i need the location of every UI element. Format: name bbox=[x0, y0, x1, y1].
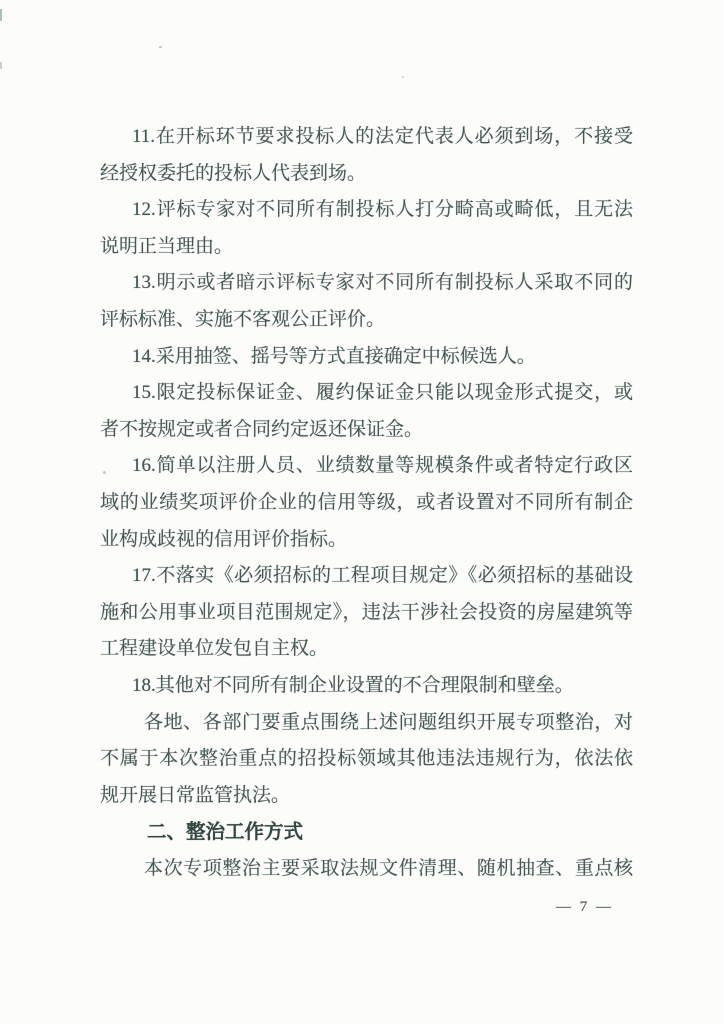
text-line: 16.简单以注册人员、业绩数量等规模条件或者特定行政区 bbox=[132, 455, 633, 477]
scan-speck bbox=[402, 76, 404, 78]
scan-speck bbox=[159, 46, 162, 48]
item-13 bbox=[100, 265, 633, 338]
text-line: 14.采用抽签、摇号等方式直接确定中标候选人。 bbox=[132, 345, 536, 367]
section-opening-sentence bbox=[100, 851, 633, 888]
text-line: 业构成歧视的信用评价指标。 bbox=[100, 528, 348, 550]
text-line: 域的业绩奖项评价企业的信用等级，或者设置对不同所有制企 bbox=[100, 491, 633, 513]
text-line: 不属于本次整治重点的招投标领域其他违法违规行为，依法依 bbox=[100, 748, 633, 770]
text-line: 说明正当理由。 bbox=[100, 235, 234, 257]
text-line: 规开展日常监管执法。 bbox=[100, 784, 291, 806]
section-heading bbox=[100, 814, 633, 851]
closing-paragraph bbox=[100, 705, 633, 815]
text-line: 各地、各部门要重点围绕上述问题组织开展专项整治，对 bbox=[144, 711, 633, 733]
text-line: 施和公用事业项目范围规定》，违法干涉社会投资的房屋建筑等 bbox=[100, 601, 633, 623]
item-15 bbox=[100, 375, 633, 448]
document-body bbox=[100, 119, 633, 887]
item-14 bbox=[100, 339, 633, 376]
item-12 bbox=[100, 192, 633, 265]
text-line: 12.评标专家对不同所有制投标人打分畸高或畸低，且无法 bbox=[132, 199, 633, 221]
text-line: 本次专项整治主要采取法规文件清理、随机抽查、重点核 bbox=[144, 857, 633, 879]
text-line: 13.明示或者暗示评标专家对不同所有制投标人采取不同的 bbox=[132, 272, 633, 294]
text-line: 二、整治工作方式 bbox=[147, 821, 304, 844]
item-16 bbox=[100, 448, 633, 558]
scan-edge-mark bbox=[0, 62, 2, 69]
text-line: 工程建设单位发包自主权。 bbox=[100, 638, 329, 660]
text-line: 者不按规定或者合同约定返还保证金。 bbox=[100, 418, 424, 440]
scan-edge-mark bbox=[0, 9, 2, 21]
item-18 bbox=[100, 668, 633, 705]
text-line: 11.在开标环节要求投标人的法定代表人必须到场，不接受 bbox=[132, 126, 633, 147]
text-line: 17.不落实《必须招标的工程项目规定》《必须招标的基础设 bbox=[132, 565, 633, 587]
item-11 bbox=[100, 119, 633, 192]
text-line: 评标标准、实施不客观公正评价。 bbox=[100, 308, 386, 330]
text-line: 18.其他对不同所有制企业设置的不合理限制和壁垒。 bbox=[132, 674, 574, 696]
item-17 bbox=[100, 558, 633, 668]
text-line: 经授权委托的投标人代表到场。 bbox=[100, 162, 367, 184]
page-number: — 7 — bbox=[556, 899, 614, 915]
text-line: 15.限定投标保证金、履约保证金只能以现金形式提交，或 bbox=[132, 382, 633, 404]
